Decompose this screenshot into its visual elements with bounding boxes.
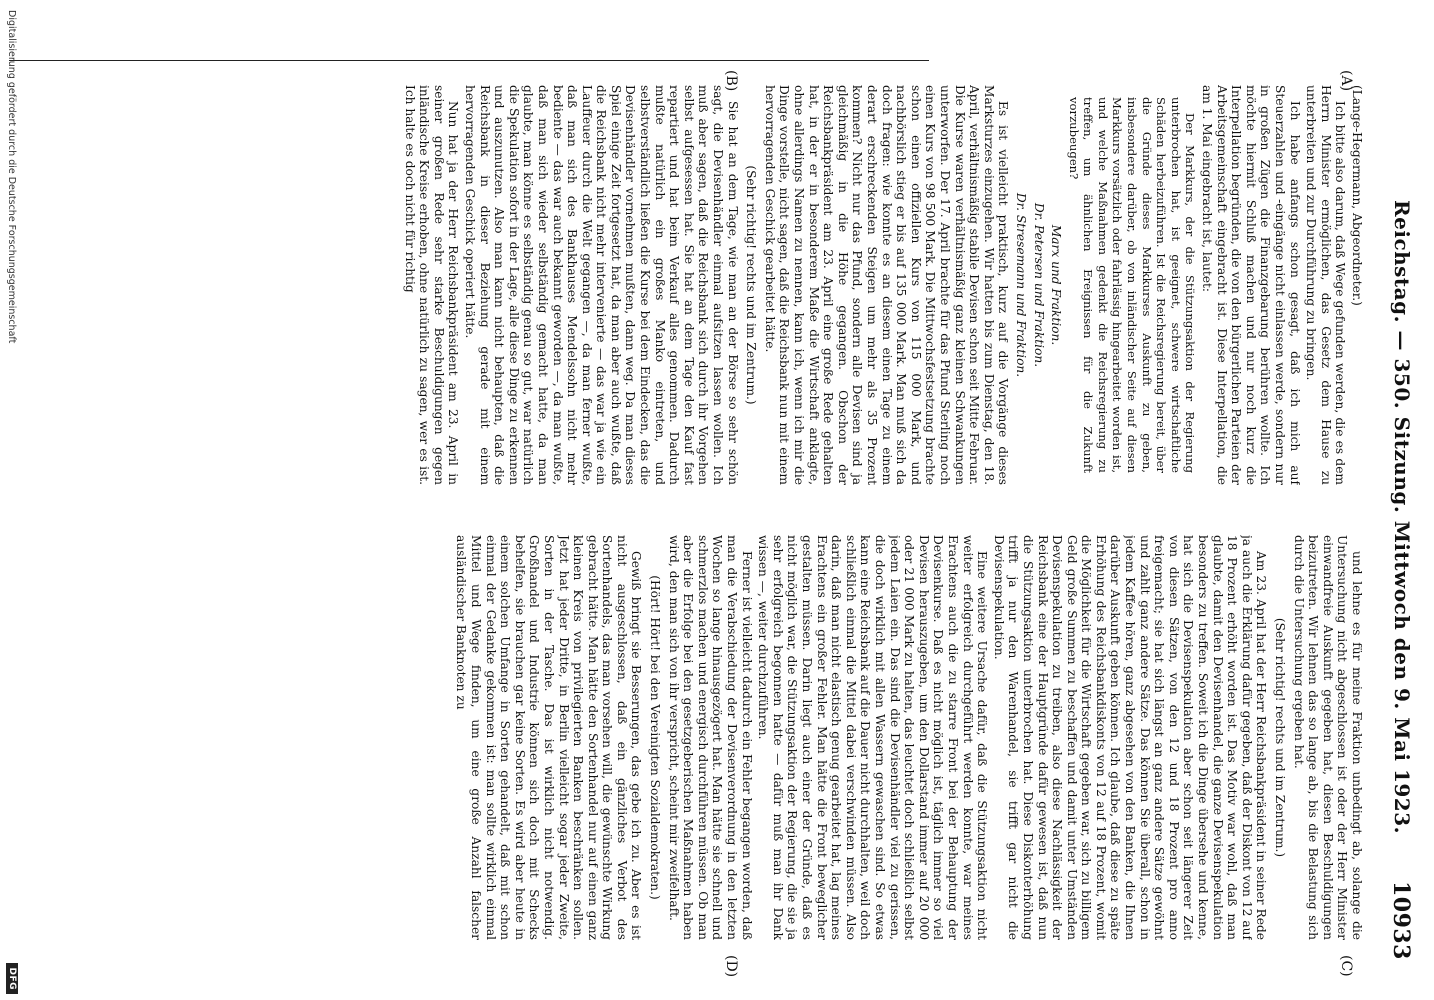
- right-column: [24, 535, 1364, 940]
- signature-line: Dr. Stresemann und Fraktion.: [1013, 192, 1028, 378]
- paragraph: Am 23. April hat der Herr Reichsbankpräsident in seiner Rede ja auch die Erklärung dafür gegeben, daß der Diskont von 12 auf 18 Prozent erhöht worden ist. Das Motiv war wohl, daß man glaubte, damit den Devisenhandel, die ganze Devisenspekulation besonders zu treffen. Soweit ich die Dinge übersehe und kenne, hat sich die Devisenspekulation aber schon seit längerer Zeit von diesen Sätzen, von den 12 und 18 Prozent pro anno freigemacht; sie hat sich längst an ganz andere Sätze gewöhnt und zahlt ganz andere Sätze. Das können Sie überall, schon in jedem Kaffee hören, ganz abgesehen von den Banken, die Ihnen darüber Auskunft geben können. Ich glaube, daß diese zu späte Erhöhung des Reichsbankdiskonts von 12 auf 18 Prozent, womit die Möglichkeit für die Wirtschaft gegeben war, sich zu billigem Geld große Summen zu beschaffen und damit unter Umständen Devisenspekulation zu treiben, also diese Nachlässigkeit der Reichsbank eine der Hauptgründe dafür gewesen ist, daß nun die Stützungsaktion unterbrochen hat. Diese Diskonterhöhung trifft ja nur den Warenhandel, sie trifft gar nicht die Devisenspekulation.: [991, 535, 1269, 940]
- paragraph: Sie hat an dem Tage, wie man an der Börse so sehr schön sagt, die Devisenhändler einmal aufsitzen lassen wollen. Ich muß aber sagen, daß die Reichsbank sich durch ihr Vorgehen selbst aufgesessen hat. Sie hat an dem Tage den Kauf fast repartiert und hat beim Verkauf alles genommen. Dadurch mußte natürlich ein großes Manko eintreten, und selbstverständlich ließen die Kurse bei dem Eindecken, das die Devisenhändler vornehmen mußten, dann weg. Da man dieses Spiel einige Zeit fortgesetzt hat, da man aber auch wußte, daß die Reichsbank nicht mehr intervenierte — das war ja wie ein Lauffeuer durch die Welt gegangen —, da man ferner wußte, daß man sich des Bankhauses Mendelssohn nicht mehr bediente — das war auch bekannt geworden —, da man wußte, daß man sich wieder selbständig gemacht hatte, da man glaubte, man könne es selbständig genau so gut, war natürlich die Spekulation sofort in der Lage, alle diese Dinge zu erkennen und auszunutzen. Also man kann nicht behaupten, daß die Reichsbank in dieser Beziehung gerade mit einem hervorragenden Geschick operiert hätte.: [462, 85, 740, 485]
- paragraph: Gewiß bringt sie Besserungen, das gebe ich zu. Aber es ist nicht ausgeschlossen, daß ein gänzliches Verbot des Sortenhandels, das man vorsehen will, die gewünschte Wirkung gebracht hätte. Man hätte den Sortenhandel nur auf einen ganz kleinen Kreis von privilegierten Banken beschränken sollen. Jetzt hat jeder Dritte, in Berlin vielleicht sogar jeder Zweite, Sorten in der Tasche. Das ist wirklich nicht notwendig. Großhandel und Industrie können sich doch mit Schecks behelfen, sie brauchen gar keine Sorten. Es wird aber heute in einem solchen Umfange in Sorten gehandelt, daß mit schon einmal der Gedanke gekommen ist: man sollte wirklich einmal Mittel und Wege finden, um eine große Anzahl falscher ausländischer Banknoten zu: [454, 535, 644, 940]
- signature-line: Marx und Fraktion.: [1049, 224, 1064, 346]
- margin-letter-c: (C): [1338, 955, 1354, 977]
- paragraph: Nun hat ja der Herr Reichsbankpräsident am 23. April in seiner großen Rede sehr starke Beschuldigungen gegen inländische Kreise erhoben, ohne natürlich zu sagen, wer es ist. Ich halte es doch nicht für richtig: [402, 85, 461, 485]
- header-title: Reichstag. — 350. Sitzung. Mittwoch den 9. Mai 1923.: [1390, 200, 1414, 835]
- margin-letter-d: (D): [723, 955, 739, 978]
- paragraph: Ferner ist vielleicht dadurch ein Fehler begangen worden, daß man die Verabschiedung der Devisenverordnung in den letzten Wochen so lange hinausgezögert hat. Man hätte sie schnell und schmerzlos machen und energisch durchführen müssen. Ob man aber die Erfolge bei den gesetzgeberischen Maßnahmen haben wird, den man sich von ihr verspricht, scheint mir zweifelhaft.: [666, 535, 754, 940]
- running-header: [1364, 70, 1434, 1000]
- margin-letter-b: (B): [723, 70, 739, 92]
- column-divider: [9, 60, 929, 61]
- dfg-logo: DFG: [6, 963, 18, 994]
- signature-line: Dr. Petersen und Fraktion.: [1031, 202, 1046, 368]
- interjection: (Sehr richtig! rechts und im Zentrum.): [1273, 617, 1288, 858]
- speaker-line: (Lange-Hegermann, Abgeordneter.): [1350, 85, 1364, 306]
- paragraph: Es ist vielleicht praktisch, kurz auf die Vorgänge dieses Marksturzes einzugehen. Wir hatten bis zum Dienstag, den 18. April, verhältnismäßig stabile Devisen schon seit Mitte Februar. Die Kurse waren verhältnismäßig ganz kleinen Schwankungen unterworfen. Der 17. April brachte für das Pfund Sterling noch einen Kurs von 98 500 Mark. Die Mittwochsfestsetzung brachte schon einen offiziellen Kurs von 115 000 Mark, und nachbörslich stieg er bis auf 135 000 Mark. Man muß sich da doch fragen: wie konnte es an diesem einen Tage zu einem derart erschreckenden Steigen um mehr als 35 Prozent kommen? Nicht nur das Pfund, sondern alle Devisen sind ja gleichmäßig in die Höhe gegangen. Obschon der Reichsbankpräsident am 23. April eine große Rede gehalten hat, in der er in besonderem Maße die Wirtschaft anklagte, ohne allerdings Namen zu nennen, kann ich, wenn ich mir die Dinge vorstelle, nicht sagen, daß die Reichsbank nun mit einem hervorragenden Geschick gearbeitet hätte.: [762, 85, 1011, 485]
- interjection: (Sehr richtig! rechts und im Zentrum.): [744, 165, 759, 405]
- left-column: [24, 85, 1364, 485]
- page-number: 10933: [1388, 880, 1414, 960]
- paragraph: Eine weitere Ursache dafür, daß die Stützungsaktion nicht weiter erfolgreich durchgeführt werden konnte, war meines Erachtens auch die zu starre Front bei der Behauptung der Devisenkurse. Daß es nicht möglich ist, täglich immer so viel Devisen herauszugeben, um den Dollarstand immer auf 20 000 oder 21 000 Mark zu halten, das leuchtet doch schließlich selbst jedem Laien ein. Das sind die Devisenhändler viel zu gerissen, die doch wirklich mit allen Wassern gewaschen sind. So etwas kann eine Reichsbank auf die Dauer nicht durchhalten, weil doch schließlich einmal die Mittel dabei verschwinden müssen. Also darin, daß man nicht elastisch genug gearbeitet hat, lag meines Erachtens ein großer Fehler. Man hätte die Front beweglicher gestalten müssen. Darin liegt auch einer der Gründe, daß es nicht möglich war, die Stützungsaktion der Regierung, die sie ja sehr erfolgreich begonnen hatte — dafür muß man ihr Dank wissen —, weiter durchzuführen.: [756, 535, 990, 940]
- funding-credit: Digitalisierung gefördert durch die Deutsche Forschungsgemeinschaft: [6, 10, 17, 344]
- margin-letter-a: (A): [1338, 70, 1354, 92]
- interjection: (Hört! Hört! bei den Vereinigten Sozialdemokraten.): [648, 575, 663, 900]
- digitization-footer: [0, 0, 20, 1000]
- paragraph: Ich bitte also darum, daß Wege gefunden werden, die es dem Herrn Minister ermöglichen, das Gesetz dem Hause zu unterbreiten und zur Durchführung zu bringen.: [1304, 85, 1348, 485]
- paragraph: und lehne es für meine Fraktion unbedingt ab, solange die Untersuchung nicht abgeschlossen ist oder der Herr Minister einwandfreie Auskunft gegeben hat, diesen Beschuldigungen beizutreten. Wir lehnen das so lange ab, bis die Belastung sich durch die Untersuchung ergeben hat.: [1291, 535, 1364, 940]
- interpellation-quote: Der Markkurs, der die Stützungsaktion der Regierung unterbrochen hat, ist geeignet, schwere wirtschaftliche Schäden herbeizuführen. Ist die Reichsregierung bereit, über die Gründe dieses Markkurses Auskunft zu geben, insbesondere darüber, ob von inländischer Seite auf diesen Markkurs vorsätzlich oder fahrlässig hingearbeitet worden ist, und welche Maßnahmen gedenkt die Reichsregierung zu treffen, um ähnlichen Ereignissen für die Zukunft vorzubeugen?: [1066, 97, 1198, 473]
- paragraph: Ich habe anfangs schon gesagt, daß ich mich auf Steuerzahlen und -eingänge nicht einlassen werde, sondern nur in großen Zügen die Finanzgebarung berühren wollte. Ich möchte hiermit Schluß machen und nur noch kurz die Interpellation begründen, die von den bürgerlichen Parteien der Arbeitsgemeinschaft eingebracht ist. Diese Interpellation, die am 1. Mai eingebracht ist, lautet:: [1200, 85, 1302, 485]
